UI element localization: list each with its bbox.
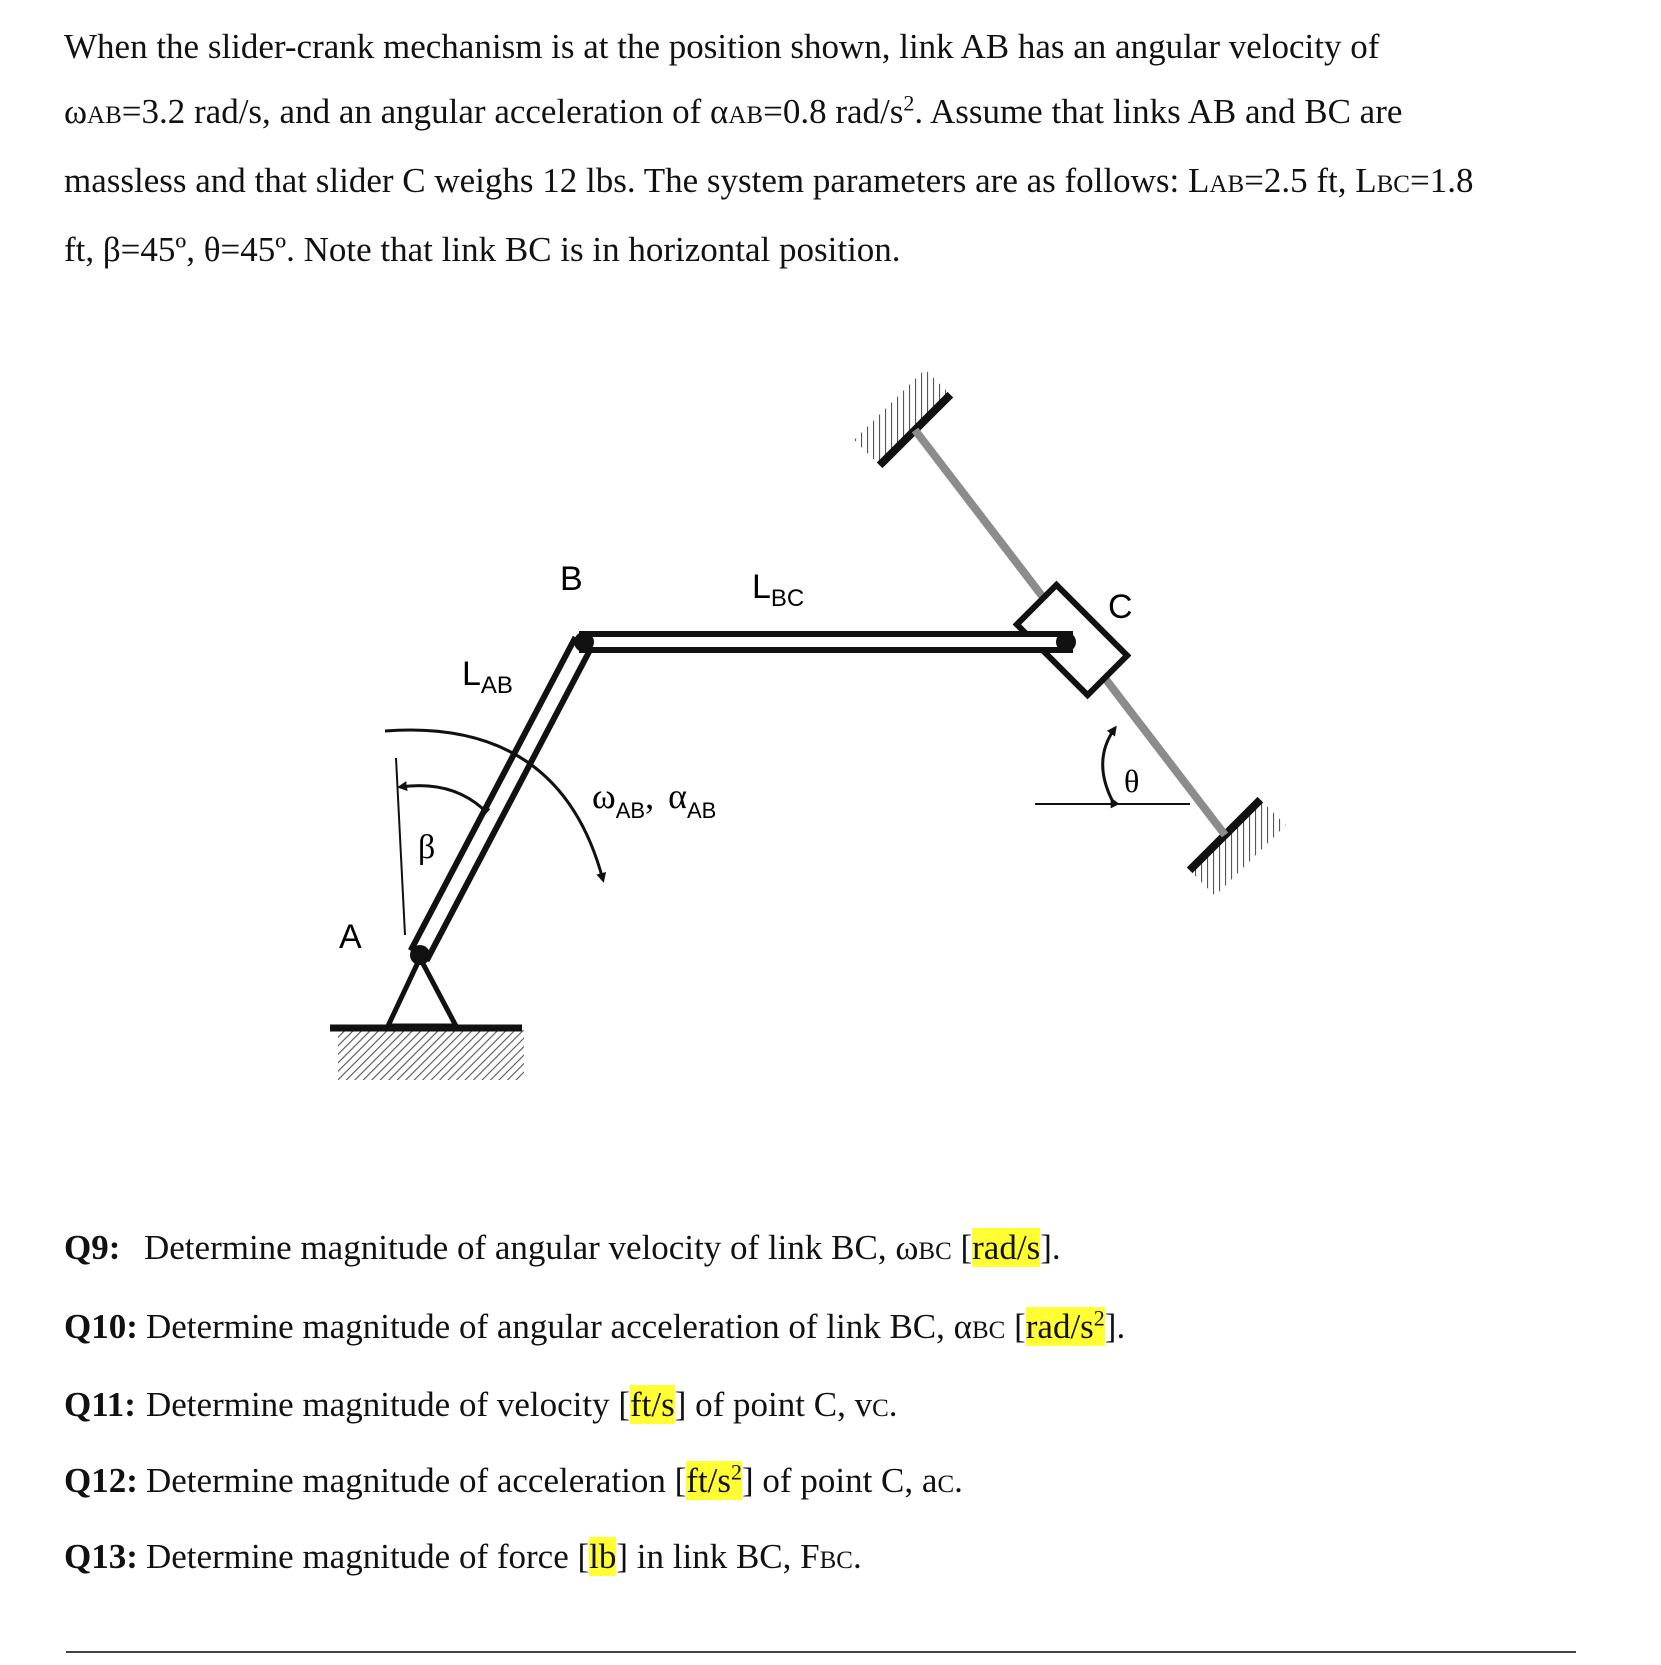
question-q11: Q11: Determine magnitude of velocity [ft/s] of point C, vC.	[64, 1385, 898, 1424]
label-a: A	[339, 918, 362, 956]
question-q12: Q12: Determine magnitude of acceleration $[ft/s^2]$ of point C, aC.	[64, 1459, 963, 1500]
beta-reference-line	[396, 758, 405, 935]
question-q9: Q9: Determine magnitude of angular velocity of link BC, ωBC [rad/s].	[64, 1228, 1061, 1267]
pin-c	[1056, 632, 1076, 652]
label-c: C	[1108, 588, 1133, 626]
question-q13: Q13: Determine magnitude of force [lb] in link BC, FBC.	[64, 1537, 862, 1576]
intro-line-4: ft, β=45º, θ=45º. Note that link BC is in horizontal position.	[64, 230, 901, 269]
unit-highlight: ft/s	[630, 1385, 675, 1424]
unit-highlight: lb	[589, 1537, 617, 1576]
unit-highlight: rad/$s^2$	[1025, 1305, 1105, 1346]
question-q10: Q10: Determine magnitude of angular acceleration of link BC, αBC $[rad/s^2]$.	[64, 1305, 1126, 1346]
intro-line-3: massless and that slider C weighs 12 lbs. The system parameters are as follows: LAB=2.5 ft, LBC=1.8	[64, 161, 1474, 200]
pin-b	[574, 632, 594, 652]
label-lbc: $L_{BC}$	[752, 568, 805, 612]
intro-line-1: When the slider-crank mechanism is at the position shown, link AB has an angular velocity of	[64, 27, 1380, 66]
label-omega-alpha: $\omega_{AB}$, $\alpha_{AB}$	[592, 776, 717, 823]
beta-angle-arrow	[400, 786, 482, 808]
unit-highlight: $ft/s^2$	[686, 1459, 743, 1500]
page-divider	[66, 1651, 1576, 1653]
label-beta: β	[418, 829, 436, 866]
pin-a	[410, 945, 430, 965]
label-b: B	[560, 560, 583, 598]
label-lab: $L_{AB}$	[462, 655, 513, 699]
label-theta: θ	[1124, 763, 1140, 799]
ground-support-a	[330, 958, 524, 1080]
intro-line-2: ωAB=3.2 rad/s, and an angular acceleration of αAB=0.8 rad/$s^2$. Assume that links AB and BC are	[64, 90, 1403, 131]
link-bc	[582, 634, 1070, 650]
theta-angle-arrow	[1103, 728, 1115, 800]
unit-highlight: rad/s	[972, 1228, 1041, 1267]
